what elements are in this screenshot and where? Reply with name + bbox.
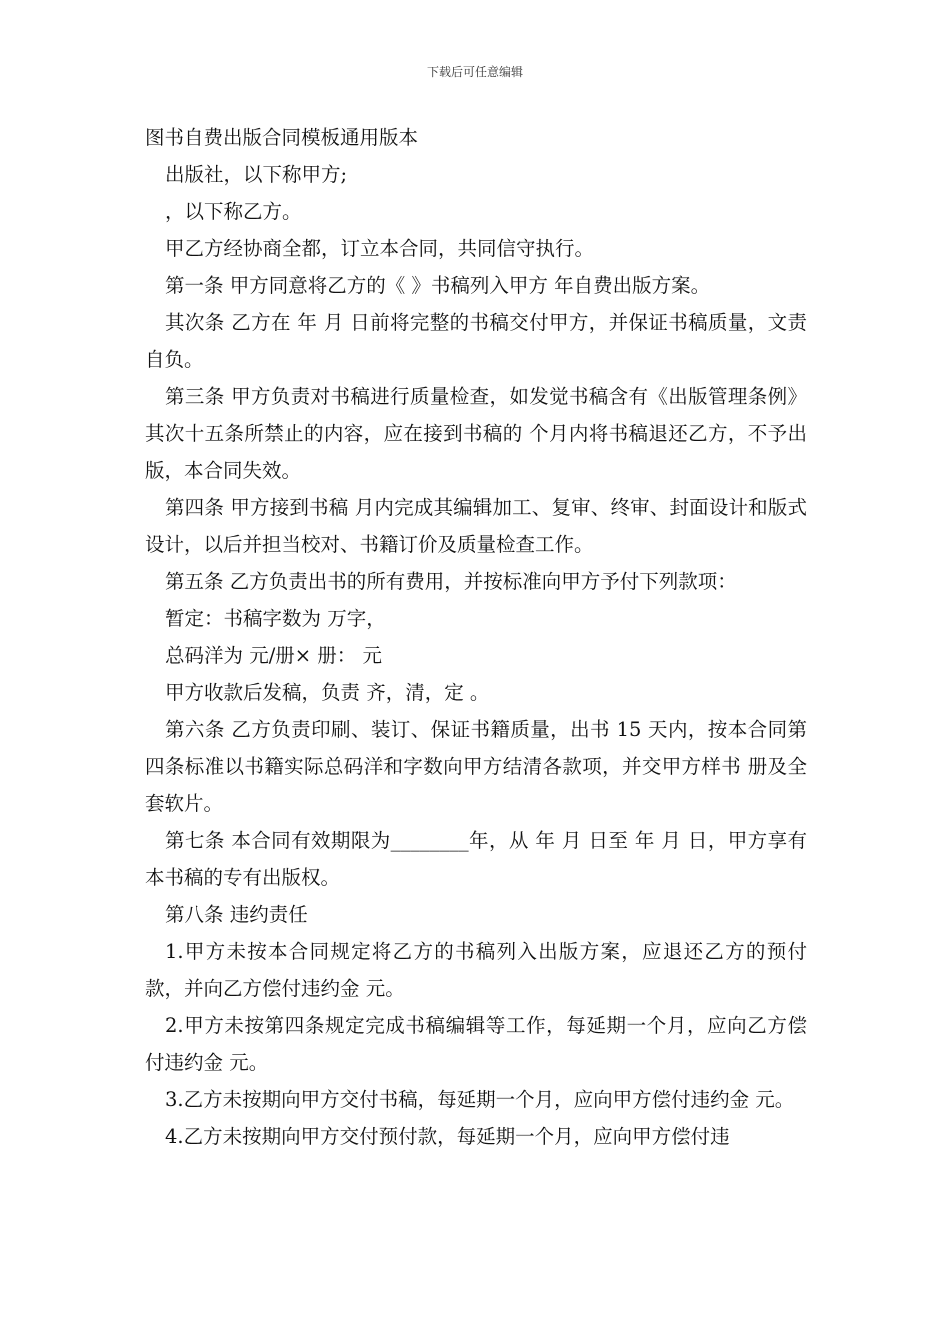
paragraph-clause-4: 4.乙方未按期向甲方交付预付款，每延期一个月，应向甲方偿付违 <box>165 1125 730 1148</box>
paragraph-clause-1: 1.甲方未按本合同规定将乙方的书稿列入出版方案，应退还乙方的预付款，并向乙方偿付违约金 元。 <box>145 940 807 1000</box>
paragraph-total-price: 总码洋为 元/册× 册： 元 <box>165 644 383 667</box>
paragraph-party-b: ，以下称乙方。 <box>165 200 302 223</box>
paragraph-party-a: 出版社，以下称甲方; <box>165 163 348 186</box>
paragraph-article-3: 第三条 甲方负责对书稿进行质量检查，如发觉书稿含有《出版管理条例》其次十五条所禁止的内容，应在接到书稿的 个月内将书稿退还乙方，不予出版，本合同失效。 <box>145 385 807 482</box>
paragraph-article-1: 第一条 甲方同意将乙方的《 》书稿列入甲方 年自费出版方案。 <box>165 274 711 297</box>
paragraph-agreement: 甲乙方经协商全都，订立本合同，共同信守执行。 <box>165 237 595 260</box>
page-header-note: 下载后可任意编辑 <box>426 65 523 79</box>
paragraph-clause-2: 2.甲方未按第四条规定完成书稿编辑等工作，每延期一个月，应向乙方偿付违约金 元。 <box>145 1014 807 1074</box>
paragraph-article-7: 第七条 本合同有效期限为________年，从 年 月 日至 年 月 日，甲方享有本书稿的专有出版权。 <box>145 829 807 889</box>
paragraph-article-8: 第八条 违约责任 <box>165 903 308 926</box>
document-title: 图书自费出版合同模板通用版本 <box>145 126 419 149</box>
paragraph-payment: 甲方收款后发稿，负责 齐，清，定 。 <box>165 681 490 704</box>
paragraph-manuscript-words: 暂定：书稿字数为 万字， <box>165 607 386 630</box>
paragraph-clause-3: 3.乙方未按期向甲方交付书稿，每延期一个月，应向甲方偿付违约金 元。 <box>165 1088 795 1111</box>
paragraph-article-5: 第五条 乙方负责出书的所有费用，并按标准向甲方予付下列款项： <box>165 570 737 593</box>
document-body <box>145 120 807 1155</box>
paragraph-article-6: 第六条 乙方负责印刷、装订、保证书籍质量，出书 15 天内，按本合同第四条标准以书籍实际总码洋和字数向甲方结清各款项，并交甲方样书 册及全套软片。 <box>145 718 807 815</box>
paragraph-article-4: 第四条 甲方接到书稿 月内完成其编辑加工、复审、终审、封面设计和版式设计，以后并担当校对、书籍订价及质量检查工作。 <box>145 496 807 556</box>
paragraph-article-2: 其次条 乙方在 年 月 日前将完整的书稿交付甲方，并保证书稿质量，文责自负。 <box>145 311 807 371</box>
